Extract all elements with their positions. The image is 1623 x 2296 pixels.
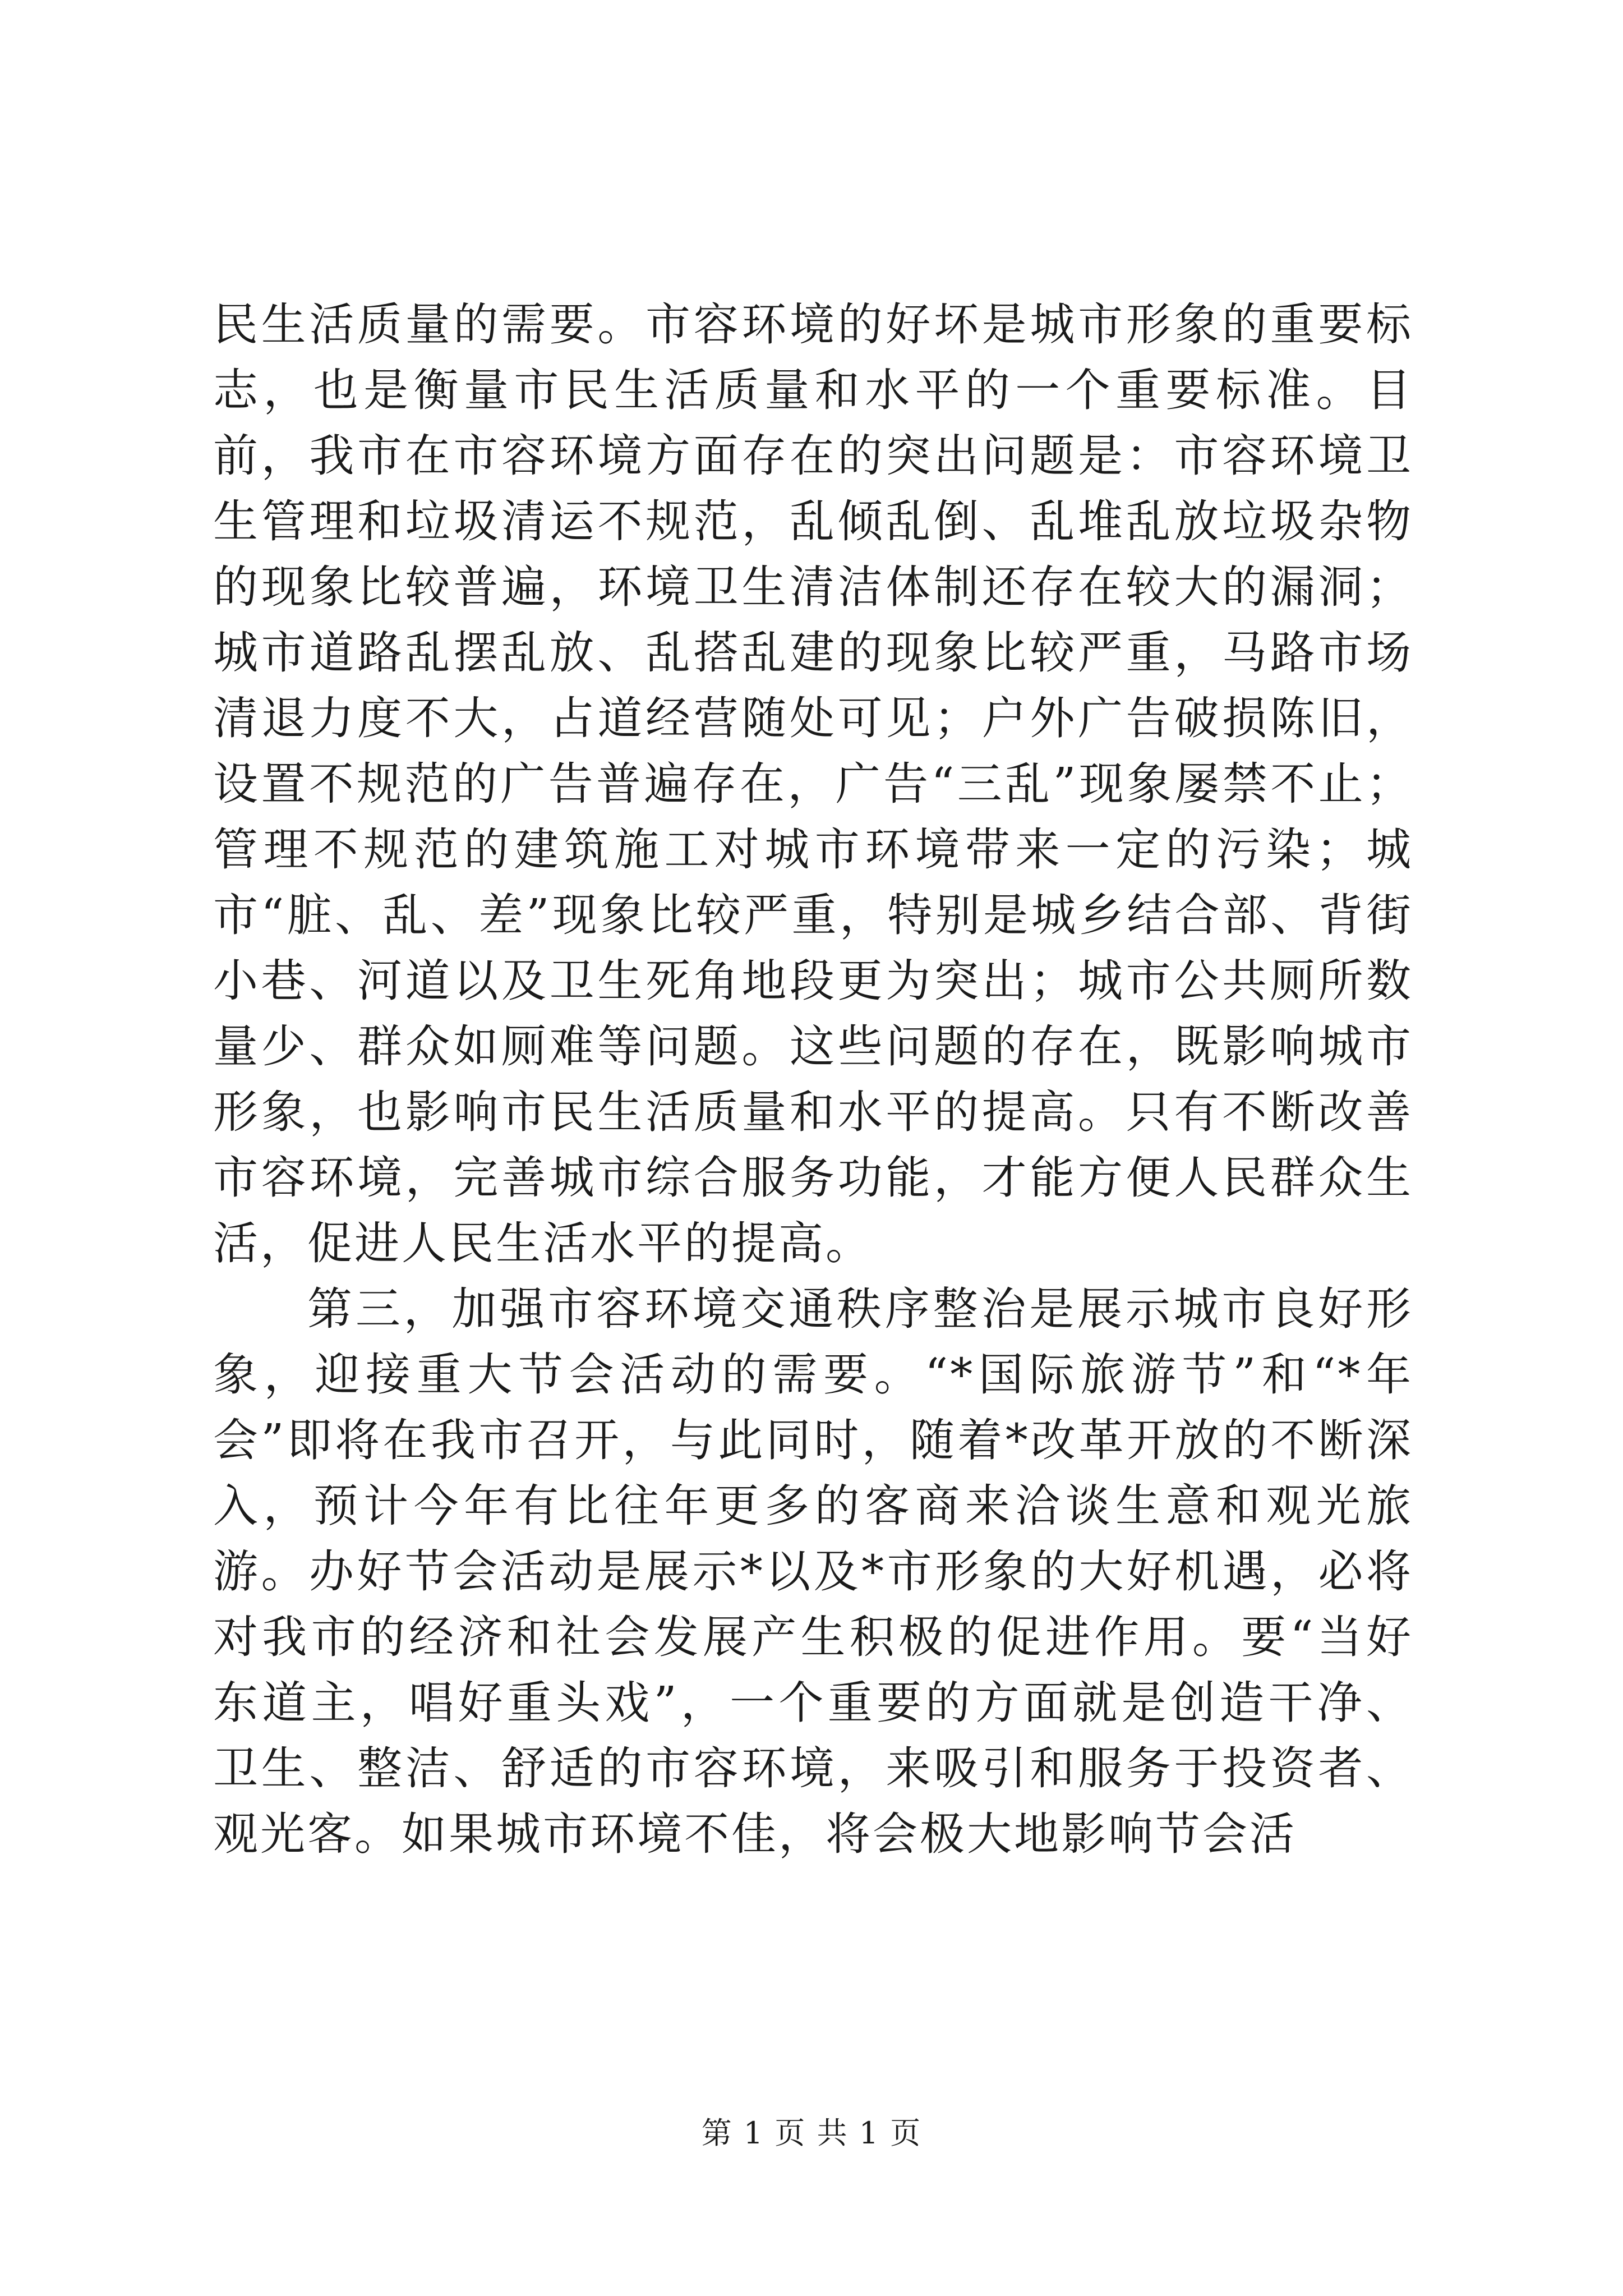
page-number-footer: 第 1 页 共 1 页 xyxy=(701,2115,922,2151)
body-text xyxy=(213,292,1413,1867)
paragraph-2: 第三，加强市容环境交通秩序整治是展示城市良好形象，迎接重大节会活动的需要。“*国际旅游节”和“*年会”即将在我市召开，与此同时，随着*改革开放的不断深入，预计今年有比往年更多的客商来洽谈生意和观光旅游。办好节会活动是展示*以及*市形象的大好机遇，必将对我市的经济和社会发展产生积极的促进作用。要“当好东道主，唱好重头戏”，一个重要的方面就是创造干净、卫生、整洁、舒适的市容环境，来吸引和服务于投资者、观光客。如果城市环境不佳，将会极大地影响节会活 xyxy=(213,1283,1413,1860)
paragraph-1: 民生活质量的需要。市容环境的好坏是城市形象的重要标志，也是衡量市民生活质量和水平的一个重要标准。目前，我市在市容环境方面存在的突出问题是：市容环境卫生管理和垃圾清运不规范，乱倾乱倒、乱堆乱放垃圾杂物的现象比较普遍，环境卫生清洁体制还存在较大的漏洞；城市道路乱摆乱放、乱搭乱建的现象比较严重，马路市场清退力度不大，占道经营随处可见；户外广告破损陈旧，设置不规范的广告普遍存在，广告“三乱”现象屡禁不止；管理不规范的建筑施工对城市环境带来一定的污染；城市“脏、乱、差”现象比较严重，特别是城乡结合部、背街小巷、河道以及卫生死角地段更为突出；城市公共厕所数量少、群众如厕难等问题。这些问题的存在，既影响城市形象，也影响市民生活质量和水平的提高。只有不断改善市容环境，完善城市综合服务功能，才能方便人民群众生活，促进人民生活水平的提高。 xyxy=(213,298,1413,1269)
